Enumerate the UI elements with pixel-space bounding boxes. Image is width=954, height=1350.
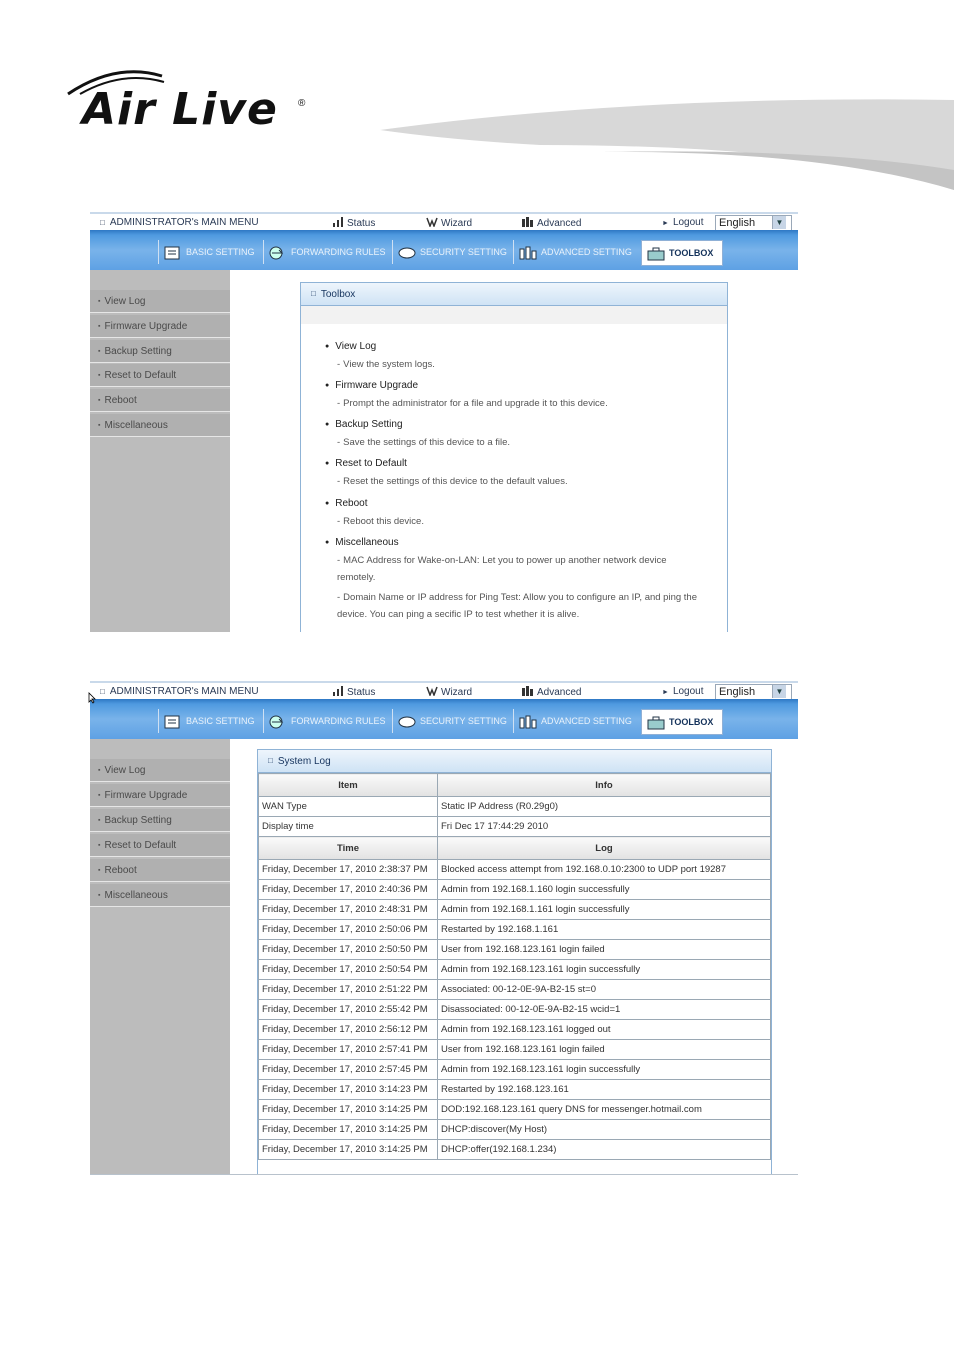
table-row: [259, 797, 771, 817]
toolbox-screenshot: [90, 212, 798, 632]
toolbox-item-title: ● View Log: [325, 341, 376, 353]
sidebar-item-reset-to-default[interactable]: ▪ Reset to Default: [90, 364, 230, 387]
toolbox-item-desc: - MAC Address for Wake-on-LAN: Let you to power up another network device remotely.: [337, 552, 707, 586]
main-tab-bar: [90, 699, 798, 739]
tab-advanced-setting[interactable]: ADVANCED SETTING: [513, 240, 640, 264]
log-time-cell: Friday, December 17, 2010 2:55:42 PM: [259, 1000, 438, 1020]
status-link[interactable]: Status: [332, 686, 375, 698]
system-log-screenshot: [90, 681, 798, 1175]
table-row: [259, 1040, 771, 1060]
sidebar-item-miscellaneous[interactable]: ▪ Miscellaneous: [90, 414, 230, 437]
logout-arrow-icon: ►: [662, 689, 669, 696]
sidebar-item-reset-to-default[interactable]: ▪ Reset to Default: [90, 834, 230, 857]
info-item-cell: WAN Type: [259, 797, 438, 817]
status-link[interactable]: Status: [332, 217, 375, 229]
logo-text: Air Live: [82, 84, 278, 135]
log-time-cell: Friday, December 17, 2010 3:14:25 PM: [259, 1140, 438, 1160]
security-setting-icon: [397, 714, 417, 730]
log-message-cell: Disassociated: 00-12-0E-9A-B2-15 wcid=1: [438, 1000, 771, 1020]
log-time-cell: Friday, December 17, 2010 2:51:22 PM: [259, 980, 438, 1000]
log-message-cell: Admin from 192.168.123.161 login successfully: [438, 960, 771, 980]
sidebar: [90, 739, 230, 1174]
log-time-cell: Friday, December 17, 2010 2:50:50 PM: [259, 940, 438, 960]
info-item-cell: Display time: [259, 817, 438, 837]
toolbox-icon: [646, 246, 666, 262]
sidebar-item-reboot[interactable]: ▪ Reboot: [90, 389, 230, 412]
sidebar-item-view-log[interactable]: ▪ View Log: [90, 290, 230, 313]
log-message-cell: DHCP:discover(My Host): [438, 1120, 771, 1140]
admin-main-menu-label: □ ADMINISTRATOR's MAIN MENU: [100, 686, 259, 697]
sidebar-item-backup-setting[interactable]: ▪ Backup Setting: [90, 809, 230, 832]
wizard-icon: [426, 686, 438, 696]
log-message-cell: Admin from 192.168.123.161 logged out: [438, 1020, 771, 1040]
basic-setting-icon: [163, 245, 183, 261]
toolbox-item-desc: - Reboot this device.: [337, 513, 707, 530]
table-row: [259, 880, 771, 900]
logout-arrow-icon: ►: [662, 220, 669, 227]
log-time-cell: Friday, December 17, 2010 2:57:41 PM: [259, 1040, 438, 1060]
log-message-cell: Blocked access attempt from 192.168.0.10:2300 to UDP port 19287: [438, 860, 771, 880]
table-row: [259, 1140, 771, 1160]
toolbox-icon: [646, 715, 666, 731]
column-header-item: Item: [259, 774, 438, 797]
table-row: [259, 900, 771, 920]
log-time-cell: Friday, December 17, 2010 2:48:31 PM: [259, 900, 438, 920]
table-row: [259, 920, 771, 940]
chevron-down-icon[interactable]: ▼: [772, 685, 786, 698]
basic-setting-icon: [163, 714, 183, 730]
log-message-cell: Admin from 192.168.1.160 login successfully: [438, 880, 771, 900]
info-value-cell: Fri Dec 17 17:44:29 2010: [438, 817, 771, 837]
tab-toolbox[interactable]: TOOLBOX: [641, 709, 723, 735]
wizard-link[interactable]: Wizard: [426, 217, 472, 229]
language-select[interactable]: English: [715, 684, 792, 700]
table-row: [259, 1120, 771, 1140]
forwarding-rules-icon: [268, 245, 288, 261]
toolbox-item-desc: - View the system logs.: [337, 356, 707, 373]
sidebar-item-firmware-upgrade[interactable]: ▪ Firmware Upgrade: [90, 315, 230, 338]
log-time-cell: Friday, December 17, 2010 2:50:06 PM: [259, 920, 438, 940]
log-time-cell: Friday, December 17, 2010 2:40:36 PM: [259, 880, 438, 900]
main-tab-bar: [90, 230, 798, 270]
sidebar: [90, 270, 230, 632]
toolbox-panel: [300, 282, 728, 632]
log-time-cell: Friday, December 17, 2010 2:38:37 PM: [259, 860, 438, 880]
tab-security-setting[interactable]: SECURITY SETTING: [392, 240, 511, 264]
table-row: [259, 1100, 771, 1120]
log-message-cell: User from 192.168.123.161 login failed: [438, 940, 771, 960]
admin-main-menu-label: □ ADMINISTRATOR's MAIN MENU: [100, 217, 259, 228]
tab-forwarding-rules[interactable]: FORWARDING RULES: [263, 709, 392, 733]
system-log-title: □ System Log: [258, 750, 771, 773]
toolbox-item-desc: - Reset the settings of this device to the default values.: [337, 473, 707, 490]
header-swoosh-decoration: [0, 90, 954, 200]
status-icon: [332, 686, 344, 696]
toolbox-item-desc: - Prompt the administrator for a file and upgrade it to this device.: [337, 395, 707, 412]
table-row: [259, 1080, 771, 1100]
sidebar-item-miscellaneous[interactable]: ▪ Miscellaneous: [90, 884, 230, 907]
table-row: [259, 980, 771, 1000]
toolbox-item-desc: - Save the settings of this device to a file.: [337, 434, 707, 451]
tab-forwarding-rules[interactable]: FORWARDING RULES: [263, 240, 392, 264]
tab-security-setting[interactable]: SECURITY SETTING: [392, 709, 511, 733]
advanced-link[interactable]: Advanced: [522, 686, 581, 698]
log-time-cell: Friday, December 17, 2010 3:14:25 PM: [259, 1100, 438, 1120]
column-header-info: Info: [438, 774, 771, 797]
language-select[interactable]: English: [715, 215, 792, 231]
log-message-cell: Admin from 192.168.1.161 login successfully: [438, 900, 771, 920]
log-message-cell: DOD:192.168.123.161 query DNS for messenger.hotmail.com: [438, 1100, 771, 1120]
mouse-cursor-icon: [88, 692, 96, 704]
toolbox-item-title: ● Reset to Default: [325, 458, 407, 470]
advanced-setting-icon: [518, 714, 538, 730]
table-row: [259, 1060, 771, 1080]
table-row: [259, 860, 771, 880]
log-message-cell: Restarted by 192.168.123.161: [438, 1080, 771, 1100]
tab-basic-setting[interactable]: BASIC SETTING: [158, 240, 263, 264]
toolbox-item-desc: - Domain Name or IP address for Ping Test: Allow you to configure an IP, and ping the device. You can ping a secific IP to test whether it is alive.: [337, 589, 707, 623]
toolbox-item-title: ● Reboot: [325, 498, 367, 510]
table-row: [259, 1000, 771, 1020]
system-log-table: [258, 773, 771, 1160]
forwarding-rules-icon: [268, 714, 288, 730]
toolbox-title: □ Toolbox: [301, 283, 727, 306]
log-time-cell: Friday, December 17, 2010 3:14:23 PM: [259, 1080, 438, 1100]
logo-registered-mark: ®: [298, 98, 306, 109]
sidebar-item-backup-setting[interactable]: ▪ Backup Setting: [90, 340, 230, 363]
log-time-cell: Friday, December 17, 2010 2:57:45 PM: [259, 1060, 438, 1080]
tab-toolbox[interactable]: TOOLBOX: [641, 240, 723, 266]
system-log-panel: [257, 749, 772, 1174]
top-menu-bar: [90, 681, 798, 701]
logout-link[interactable]: ► Logout: [662, 217, 704, 228]
chevron-down-icon[interactable]: ▼: [772, 216, 786, 229]
column-header-log: Log: [438, 837, 771, 860]
log-time-cell: Friday, December 17, 2010 2:50:54 PM: [259, 960, 438, 980]
toolbox-item-title: ● Backup Setting: [325, 419, 403, 431]
table-row: [259, 1020, 771, 1040]
log-time-cell: Friday, December 17, 2010 2:56:12 PM: [259, 1020, 438, 1040]
tab-basic-setting[interactable]: BASIC SETTING: [158, 709, 263, 733]
sidebar-item-reboot[interactable]: ▪ Reboot: [90, 859, 230, 882]
sidebar-item-view-log[interactable]: ▪ View Log: [90, 759, 230, 782]
content-area: [230, 270, 798, 632]
table-row: [259, 817, 771, 837]
log-message-cell: User from 192.168.123.161 login failed: [438, 1040, 771, 1060]
advanced-icon: [522, 217, 534, 227]
advanced-setting-icon: [518, 245, 538, 261]
advanced-icon: [522, 686, 534, 696]
wizard-link[interactable]: Wizard: [426, 686, 472, 698]
security-setting-icon: [397, 245, 417, 261]
toolbox-item-title: ● Miscellaneous: [325, 537, 399, 549]
top-menu-bar: [90, 212, 798, 232]
logout-link[interactable]: ► Logout: [662, 686, 704, 697]
info-value-cell: Static IP Address (R0.29g0): [438, 797, 771, 817]
log-message-cell: Restarted by 192.168.1.161: [438, 920, 771, 940]
tab-advanced-setting[interactable]: ADVANCED SETTING: [513, 709, 640, 733]
table-row: [259, 940, 771, 960]
content-area: [230, 739, 798, 1174]
sidebar-item-firmware-upgrade[interactable]: ▪ Firmware Upgrade: [90, 784, 230, 807]
advanced-link[interactable]: Advanced: [522, 217, 581, 229]
column-header-time: Time: [259, 837, 438, 860]
log-time-cell: Friday, December 17, 2010 3:14:25 PM: [259, 1120, 438, 1140]
toolbox-item-title: ● Firmware Upgrade: [325, 380, 418, 392]
wizard-icon: [426, 217, 438, 227]
table-row: [259, 960, 771, 980]
status-icon: [332, 217, 344, 227]
log-message-cell: Associated: 00-12-0E-9A-B2-15 st=0: [438, 980, 771, 1000]
log-message-cell: Admin from 192.168.123.161 login successfully: [438, 1060, 771, 1080]
log-message-cell: DHCP:offer(192.168.1.234): [438, 1140, 771, 1160]
